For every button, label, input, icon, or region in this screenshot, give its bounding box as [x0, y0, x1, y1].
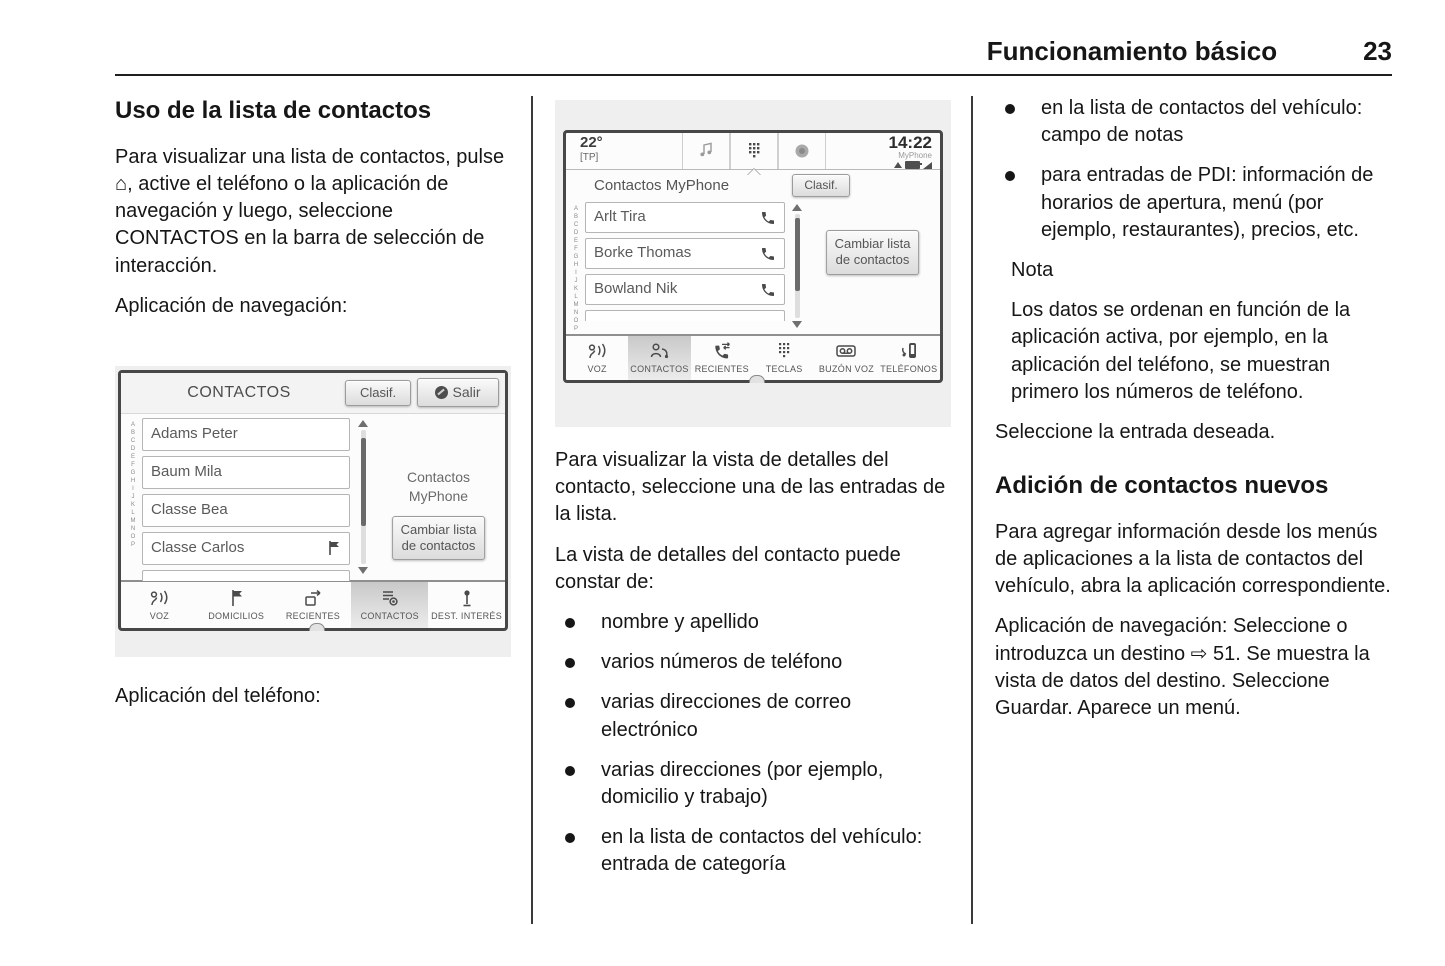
button-label-line: Cambiar lista	[400, 521, 477, 537]
contacts-gear-icon	[379, 588, 401, 608]
status-app-tiles	[682, 133, 826, 169]
contact-name: Arlt Tira	[594, 208, 646, 226]
nav-app-caption: Aplicación de navegación:	[115, 294, 348, 317]
person-handset-icon	[648, 341, 670, 361]
tab-recientes-nav[interactable]	[275, 582, 352, 628]
tab-telefonos[interactable]	[878, 336, 940, 380]
paragraph	[115, 144, 511, 280]
list-item	[555, 689, 951, 743]
contact-row[interactable]	[142, 456, 350, 489]
contact-row[interactable]	[585, 238, 785, 269]
button-label-line: Cambiar lista	[834, 236, 911, 251]
tab-dest-interes[interactable]	[428, 582, 505, 628]
list-item-text: varios números de teléfono	[601, 651, 843, 674]
scroll-up-icon[interactable]	[792, 204, 802, 211]
music-note-icon	[696, 141, 716, 161]
list-item	[555, 609, 951, 636]
contact-name: Borke Thomas	[594, 244, 692, 262]
tab-label: DEST. INTERÉS	[431, 610, 503, 621]
list-item-text: nombre y apellido	[601, 610, 759, 633]
list-item-text: varias direcciones de correo electrónico	[601, 691, 852, 741]
list-item	[555, 824, 951, 878]
nav-interaction-bar	[121, 580, 505, 628]
dial-icon	[792, 141, 812, 161]
change-contact-list-button[interactable]	[392, 516, 486, 561]
bullet-icon	[555, 609, 601, 636]
contact-list	[580, 202, 785, 334]
contact-row[interactable]	[142, 418, 350, 451]
paragraph: Seleccione la entrada deseada.	[995, 420, 1276, 443]
device-name: MyPhone	[898, 150, 932, 160]
contact-name: Classe Carlos	[151, 539, 245, 557]
voice-icon	[148, 588, 170, 608]
list-item	[995, 95, 1391, 149]
temperature: 22°	[580, 134, 603, 151]
flag-icon	[327, 540, 341, 556]
column-divider-1	[531, 96, 533, 924]
nav-screen-frame	[118, 370, 508, 631]
exit-button-label: Salir	[452, 383, 481, 400]
status-left	[580, 135, 603, 163]
list-item-text: en la lista de contactos del vehículo: campo de notas	[1041, 97, 1363, 147]
contact-name: Bowland Nik	[594, 280, 678, 298]
status-right	[889, 134, 932, 169]
tab-label: RECIENTES	[285, 610, 341, 621]
paragraph-text: , active el teléfono o la aplicación de navegación y luego, seleccione CONTACTOS en la barra de selección de interacción.	[115, 172, 485, 277]
list-item	[555, 757, 951, 811]
column-3	[995, 95, 1391, 735]
contact-name: Baum Mila	[151, 463, 222, 481]
scroll-down-icon[interactable]	[358, 567, 368, 574]
bullet-icon	[555, 824, 601, 878]
tab-voz[interactable]	[121, 582, 198, 628]
status-icons	[889, 161, 932, 169]
list-item	[995, 162, 1391, 244]
handset-arrows-icon	[711, 341, 733, 361]
clock: 14:22	[888, 133, 932, 152]
voice-icon	[586, 341, 608, 361]
bullet-icon	[555, 757, 601, 811]
mobile-phone-icon	[898, 341, 920, 361]
poi-pin-icon	[456, 588, 478, 608]
contact-row[interactable]	[142, 494, 350, 527]
tab-recientes-phone[interactable]	[691, 336, 753, 380]
scroll-track[interactable]	[361, 430, 366, 564]
paragraph: Aplicación de navegación: Seleccione o introduzca un destino ⇨ 51. Se muestra la vista de datos del destino. Seleccione Guardar. Aparece un menú.	[995, 615, 1370, 719]
handset-icon	[760, 246, 776, 262]
contact-source-label: Contactos MyPhone	[406, 468, 471, 504]
running-header-title: Funcionamiento básico	[986, 36, 1278, 66]
nav-screen-title: CONTACTOS	[187, 383, 291, 401]
page-number: 23	[1363, 36, 1392, 66]
tab-contactos-nav[interactable]	[351, 582, 428, 628]
tab-label: VOZ	[149, 610, 170, 621]
scroll-thumb[interactable]	[361, 438, 366, 526]
phone-side-panel	[809, 202, 936, 334]
list-item-text: para entradas de PDI: información de horarios de apertura, menú (por ejemplo, restaurantes), precios, etc.	[1041, 164, 1374, 241]
flag-icon	[225, 588, 247, 608]
voicemail-icon	[834, 341, 858, 361]
exit-button[interactable]	[417, 378, 499, 407]
phone-screen-body	[566, 200, 940, 334]
tab-label: CONTACTOS	[360, 610, 419, 621]
page-header	[115, 36, 1392, 67]
exit-icon	[435, 386, 448, 399]
scroll-down-icon[interactable]	[792, 321, 802, 328]
nav-screen-titlebar	[121, 373, 505, 414]
sort-button[interactable]: Clasif.	[792, 174, 850, 197]
nav-side-panel	[376, 418, 501, 580]
nav-screen-body	[121, 414, 505, 580]
phone-screen-frame	[563, 130, 943, 383]
alphabet-index[interactable]: ABCDEFGHIJKLMNOP	[573, 206, 579, 334]
contact-row[interactable]	[585, 202, 785, 233]
tab-label: TELÉFONOS	[880, 363, 938, 374]
tab-voz[interactable]	[566, 336, 628, 380]
section-heading: Adición de contactos nuevos	[995, 472, 1329, 500]
cluster-tile[interactable]	[778, 133, 826, 169]
list-item-text: varias direcciones (por ejemplo, domicilio y trabajo)	[601, 758, 884, 808]
phone-status-bar	[566, 133, 940, 170]
tab-label: BUZÓN VOZ	[818, 363, 875, 374]
note-body: Los datos se ordenan en función de la aplicación activa, por ejemplo, en la aplicación del teléfono, se muestran primero los números de teléfono.	[1011, 299, 1351, 403]
header-rule	[115, 74, 1392, 76]
tab-domicilios[interactable]	[198, 582, 275, 628]
bullet-icon	[555, 689, 601, 743]
keypad-icon	[776, 341, 792, 361]
contact-row[interactable]	[585, 274, 785, 305]
tp-indicator: [TP]	[580, 151, 599, 163]
tab-teclas[interactable]	[753, 336, 815, 380]
home-icon: ⌂	[115, 172, 128, 195]
tab-label: TECLAS	[765, 363, 803, 374]
bullet-icon	[555, 649, 601, 676]
contact-list	[137, 418, 350, 580]
scroll-up-icon[interactable]	[358, 420, 368, 427]
alphabet-index[interactable]: ABCDEFGHIJKLMNOP	[130, 421, 136, 550]
tab-label: RECIENTES	[694, 363, 749, 374]
button-label-line: de contactos	[835, 252, 910, 268]
contact-row[interactable]	[142, 532, 350, 565]
note-block	[1011, 257, 1391, 406]
phone-interaction-bar	[566, 334, 940, 380]
phone-app-caption: Aplicación del teléfono:	[115, 684, 321, 707]
tab-contactos-phone[interactable]	[628, 336, 690, 380]
tab-label: DOMICILIOS	[208, 610, 265, 621]
list-item	[555, 649, 951, 676]
audio-tile[interactable]	[682, 133, 730, 169]
scrollbar[interactable]	[785, 202, 809, 334]
paragraph: Para agregar información desde los menús de aplicaciones a la lista de contactos del vehículo, abra la aplicación correspondiente.	[995, 520, 1391, 598]
note-title: Nota	[1011, 258, 1054, 281]
recents-icon	[302, 588, 324, 608]
list-item-text: en la lista de contactos del vehículo: entrada de categoría	[601, 826, 923, 876]
change-contact-list-button[interactable]	[826, 230, 920, 275]
phone-tile[interactable]	[730, 133, 778, 169]
section-heading: Uso de la lista de contactos	[115, 97, 432, 124]
phone-screen-title: Contactos MyPhone	[594, 177, 730, 194]
bullet-icon	[995, 162, 1041, 244]
paragraph: La vista de detalles del contacto puede constar de:	[555, 543, 901, 593]
contact-row-partial	[142, 570, 350, 581]
keypad-icon	[746, 141, 762, 161]
column-divider-2	[971, 96, 973, 924]
battery-icon	[905, 161, 920, 169]
scrollbar[interactable]	[350, 418, 376, 580]
mute-icon	[894, 162, 902, 168]
paragraph: Para visualizar la vista de detalles del contacto, seleccione una de las entradas de la lista.	[555, 449, 946, 526]
tab-label: CONTACTOS	[630, 363, 689, 374]
signal-icon	[923, 162, 932, 169]
phone-screenshot	[555, 100, 951, 427]
scroll-track[interactable]	[795, 214, 800, 318]
column-1	[115, 95, 511, 723]
contact-name: Adams Peter	[151, 425, 238, 443]
tab-label: VOZ	[587, 363, 607, 374]
handset-icon	[760, 210, 776, 226]
contact-row-partial	[585, 310, 785, 321]
bullet-icon	[995, 95, 1041, 149]
contact-name: Classe Bea	[151, 501, 228, 519]
nav-screenshot	[115, 366, 511, 657]
button-label-line: de contactos	[401, 538, 476, 554]
handset-icon	[760, 282, 776, 298]
sort-button[interactable]: Clasif.	[345, 380, 411, 406]
tab-buzon-voz[interactable]	[815, 336, 877, 380]
column-2	[555, 95, 951, 891]
frame-notch	[309, 623, 325, 631]
scroll-thumb[interactable]	[795, 218, 800, 291]
paragraph-text: Para visualizar una lista de contactos, pulse	[115, 145, 505, 168]
phone-screen-titlebar	[566, 170, 940, 200]
frame-notch	[749, 375, 765, 383]
